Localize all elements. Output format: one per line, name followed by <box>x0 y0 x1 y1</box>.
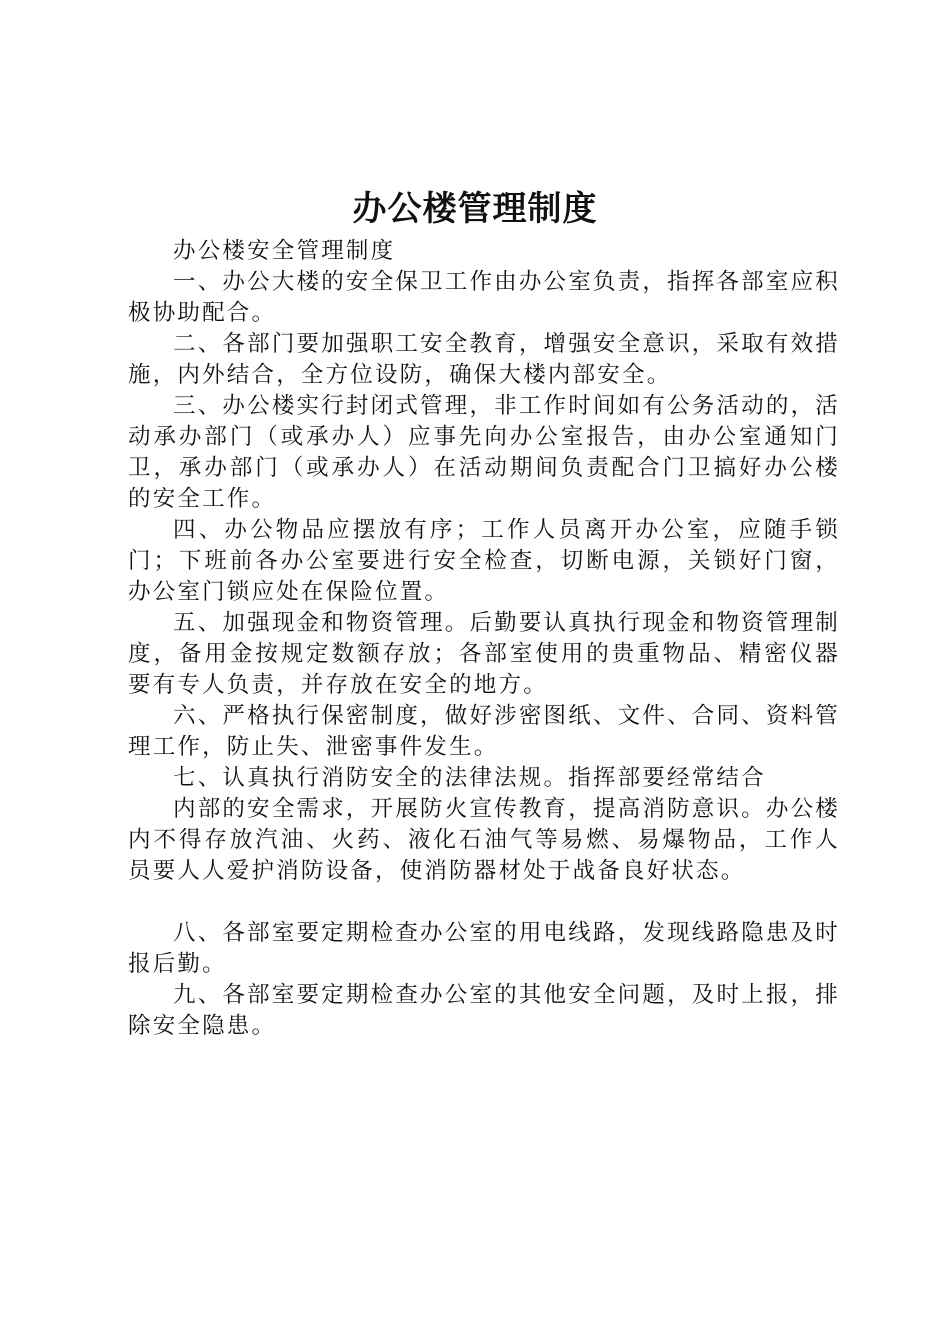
rule-paragraph-1: 一、办公大楼的安全保卫工作由办公室负责，指挥各部室应积极协助配合。 <box>128 269 840 326</box>
rule-paragraph-4: 四、办公物品应摆放有序；工作人员离开办公室，应随手锁门；下班前各办公室要进行安全检查，切断电源，关锁好门窗，办公室门锁应处在保险位置。 <box>128 517 840 605</box>
document-body <box>128 236 840 1042</box>
rule-paragraph-6: 六、严格执行保密制度，做好涉密图纸、文件、合同、资料管理工作，防止失、泄密事件发生。 <box>128 703 840 760</box>
rule-paragraph-2: 二、各部门要加强职工安全教育，增强安全意识，采取有效措施，内外结合，全方位设防，确保大楼内部安全。 <box>128 331 840 388</box>
rule-paragraph-5: 五、加强现金和物资管理。后勤要认真执行现金和物资管理制度，备用金按规定数额存放；各部室使用的贵重物品、精密仪器要有专人负责，并存放在安全的地方。 <box>128 610 840 698</box>
rule-paragraph-9: 九、各部室要定期检查办公室的其他安全问题，及时上报，排除安全隐患。 <box>128 982 840 1039</box>
rule-paragraph-3: 三、办公楼实行封闭式管理，非工作时间如有公务活动的，活动承办部门（或承办人）应事先向办公室报告，由办公室通知门卫，承办部门（或承办人）在活动期间负责配合门卫搞好办公楼的安全工作。 <box>128 393 840 512</box>
subtitle-paragraph: 办公楼安全管理制度 <box>173 238 396 264</box>
rule-paragraph-7-continued: 内部的安全需求，开展防火宣传教育，提高消防意识。办公楼内不得存放汽油、火药、液化石油气等易燃、易爆物品，工作人员要人人爱护消防设备，使消防器材处于战备良好状态。 <box>128 796 840 884</box>
rule-paragraph-7: 七、认真执行消防安全的法律法规。指挥部要经常结合 <box>173 765 766 791</box>
document-title: 办公楼管理制度 <box>352 189 598 229</box>
rule-paragraph-8: 八、各部室要定期检查办公室的用电线路，发现线路隐患及时报后勤。 <box>128 920 840 977</box>
